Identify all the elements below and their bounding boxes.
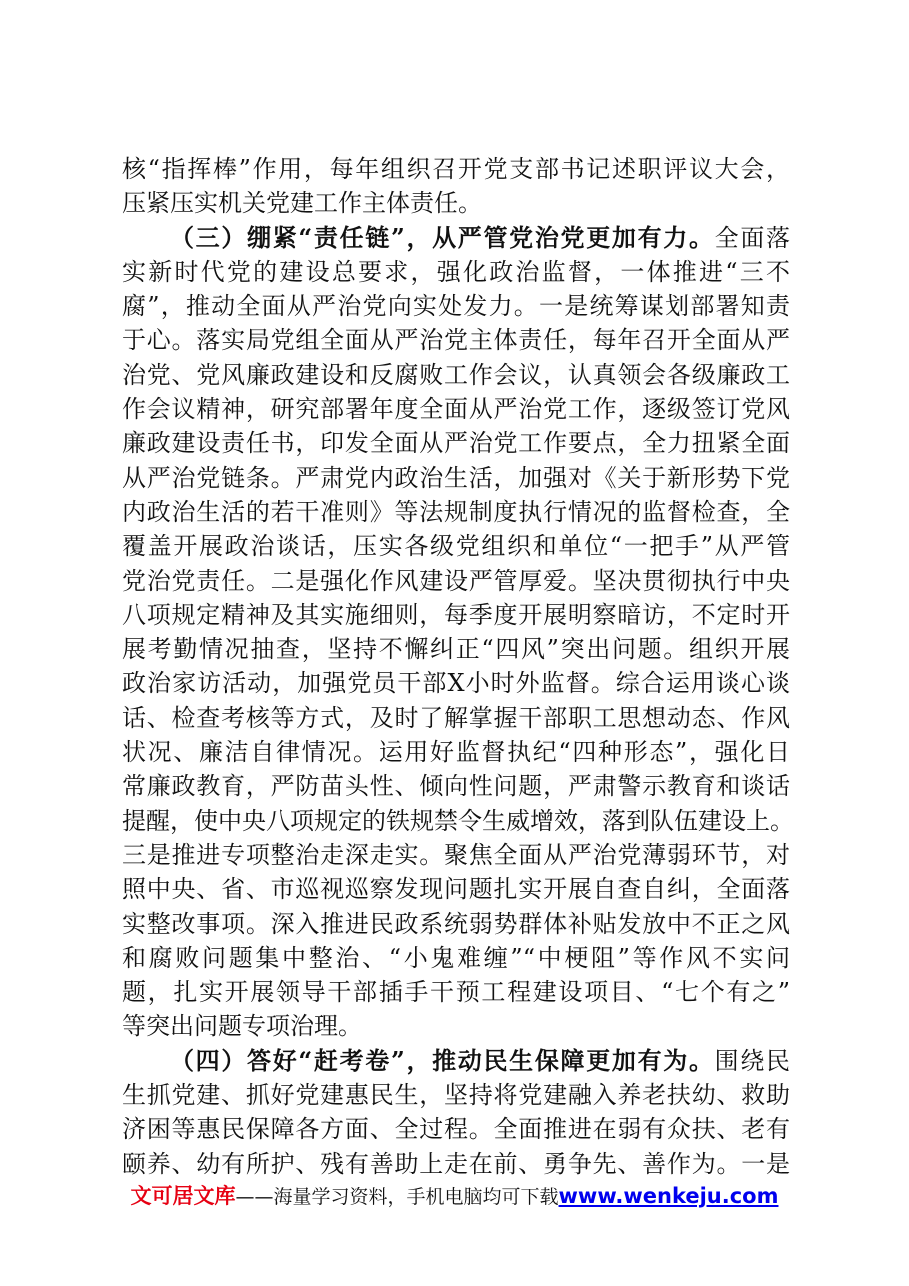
- text-line: 三是推进专项整治走深走实。聚焦全面从严治党薄弱环节，对: [122, 840, 790, 869]
- text-line: 政治家访活动，加强党员干部X小时外监督。综合运用谈心谈: [122, 669, 790, 698]
- text-line: 题，扎实开展领导干部插手干预工程建设项目、“七个有之”: [122, 978, 790, 1007]
- document-body: [122, 152, 794, 1181]
- text-line: 和腐败问题集中整治、“小鬼难缠”“中梗阻”等作风不实问: [122, 943, 790, 972]
- text-line: 展考勤情况抽查，坚持不懈纠正“四风”突出问题。组织开展: [122, 635, 790, 664]
- footer-brand: 文可居文库: [130, 1184, 236, 1208]
- section-4-first-line: [122, 1044, 790, 1078]
- text-line: 廉政建设责任书，印发全面从严治党工作要点，全力扭紧全面: [122, 429, 790, 458]
- text-line: 实整改事项。深入推进民政系统弱势群体补贴发放中不正之风: [122, 909, 790, 938]
- text-line: 核“指挥棒”作用，每年组织召开党支部书记述职评议大会，: [122, 155, 790, 183]
- text-line: 状况、廉洁自律情况。运用好监督执纪“四种形态”，强化日: [122, 738, 790, 767]
- text-line: 治党、党风廉政建设和反腐败工作会议，认真领会各级廉政工: [122, 360, 790, 389]
- text-line: 从严治党链条。严肃党内政治生活，加强对《关于新形势下党: [122, 463, 790, 492]
- text-line: 于心。落实局党组全面从严治党主体责任，每年召开全面从严: [122, 326, 790, 355]
- text-line: 内政治生活的若干准则》等法规制度执行情况的监督检查，全: [122, 497, 790, 526]
- section-4-heading: （四）答好“赶考卷”，推动民生保障更加有为。: [170, 1045, 715, 1075]
- text-line: 腐”，推动全面从严治党向实处发力。一是统筹谋划部署知责: [122, 292, 790, 321]
- text-line: 等突出问题专项治理。: [122, 1012, 362, 1041]
- section-3-first-line: [122, 221, 790, 255]
- footer-slogan: ——海量学习资料，手机电脑均可下载: [235, 1186, 559, 1208]
- text-line: 生抓党建、抓好党建惠民生，坚持将党建融入养老扶幼、救助: [122, 1081, 790, 1110]
- footer-banner: [0, 1180, 909, 1210]
- footer-website-link[interactable]: www.wenkeju.com: [558, 1184, 779, 1208]
- text-line: 提醒，使中央八项规定的铁规禁令生威增效，落到队伍建设上。: [122, 806, 794, 835]
- text-line: 照中央、省、市巡视巡察发现问题扎实开展自查自纠，全面落: [122, 875, 790, 904]
- section-3-lead: 全面落: [714, 223, 791, 252]
- text-line: 压紧压实机关党建工作主体责任。: [122, 189, 482, 218]
- text-line: 覆盖开展政治谈话，压实各级党组织和单位“一把手”从严管: [122, 532, 790, 561]
- text-line: 话、检查考核等方式，及时了解掌握干部职工思想动态、作风: [122, 703, 790, 732]
- text-line: 党治党责任。二是强化作风建设严管厚爱。坚决贯彻执行中央: [122, 566, 790, 595]
- text-line: 颐养、幼有所护、残有善助上走在前、勇争先、善作为。一是: [122, 1149, 790, 1178]
- text-line: 济困等惠民保障各方面、全过程。全面推进在弱有众扶、老有: [122, 1115, 790, 1144]
- text-line: 常廉政教育，严防苗头性、倾向性问题，严肃警示教育和谈话: [122, 772, 790, 801]
- text-line: 八项规定精神及其实施细则，每季度开展明察暗访，不定时开: [122, 600, 790, 629]
- section-4-lead: 围绕民: [714, 1046, 791, 1075]
- text-line: 实新时代党的建设总要求，强化政治监督，一体推进“三不: [122, 257, 790, 286]
- text-line: 作会议精神，研究部署年度全面从严治党工作，逐级签订党风: [122, 395, 790, 424]
- section-3-heading: （三）绷紧“责任链”，从严管党治党更加有力。: [170, 222, 715, 252]
